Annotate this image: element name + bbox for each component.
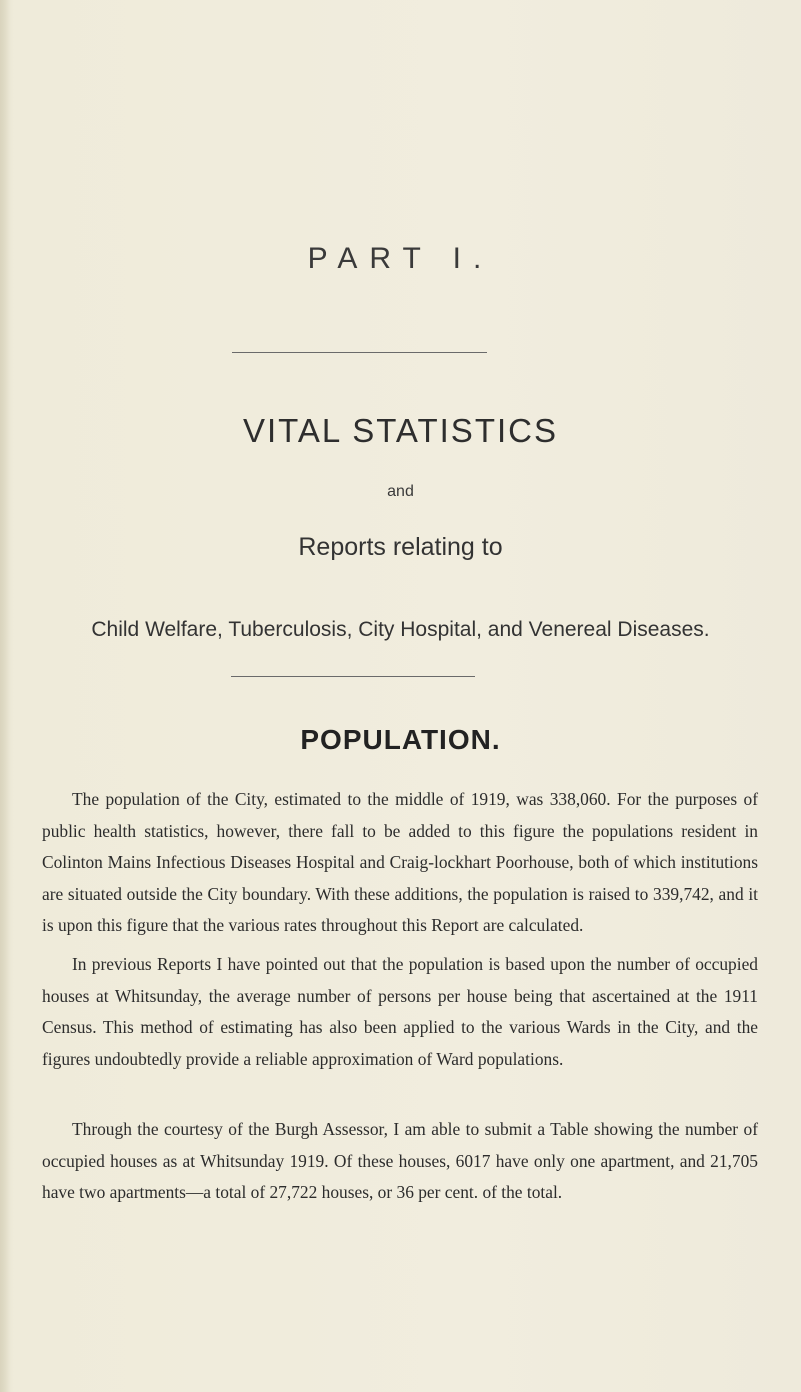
section-title: VITAL STATISTICS — [243, 412, 558, 449]
population-heading: POPULATION. — [300, 724, 501, 755]
body-paragraph: The population of the City, estimated to the middle of 1919, was 338,060. For the purposes of public health statistics, however, there fall to be added to this figure the populations resident in Colinton Mains Infectious Diseases Hospital and Craig-lockhart Poorhouse, both of which institutions are situated outside the City boundary. With these additions, the population is raised to 339,742, and it is upon this figure that the various rates throughout this Report are calculated. — [42, 789, 758, 936]
divider-rule — [232, 352, 487, 353]
page-edge-shadow — [0, 0, 10, 1392]
reports-subtitle: Reports relating to — [298, 533, 503, 561]
divider-rule — [231, 676, 475, 677]
topics-subtitle: Child Welfare, Tuberculosis, City Hospital, and Venereal Diseases. — [91, 618, 710, 641]
part-title: PART I. — [307, 242, 494, 275]
body-paragraph: In previous Reports I have pointed out that the population is based upon the number of occupied houses at Whitsunday, the average number of persons per house being that ascertained at the 1911 Census. This method of estimating has also been applied to the various Wards in the City, and the figures undoubtedly provide a reliable approximation of Ward populations. — [42, 954, 758, 1069]
connector-text: and — [387, 483, 414, 500]
body-paragraph: Through the courtesy of the Burgh Assessor, I am able to submit a Table showing the number of occupied houses as at Whitsunday 1919. Of these houses, 6017 have only one apartment, and 21,705 have two apartments—a total of 27,722 houses, or 36 per cent. of the total. — [42, 1119, 758, 1203]
